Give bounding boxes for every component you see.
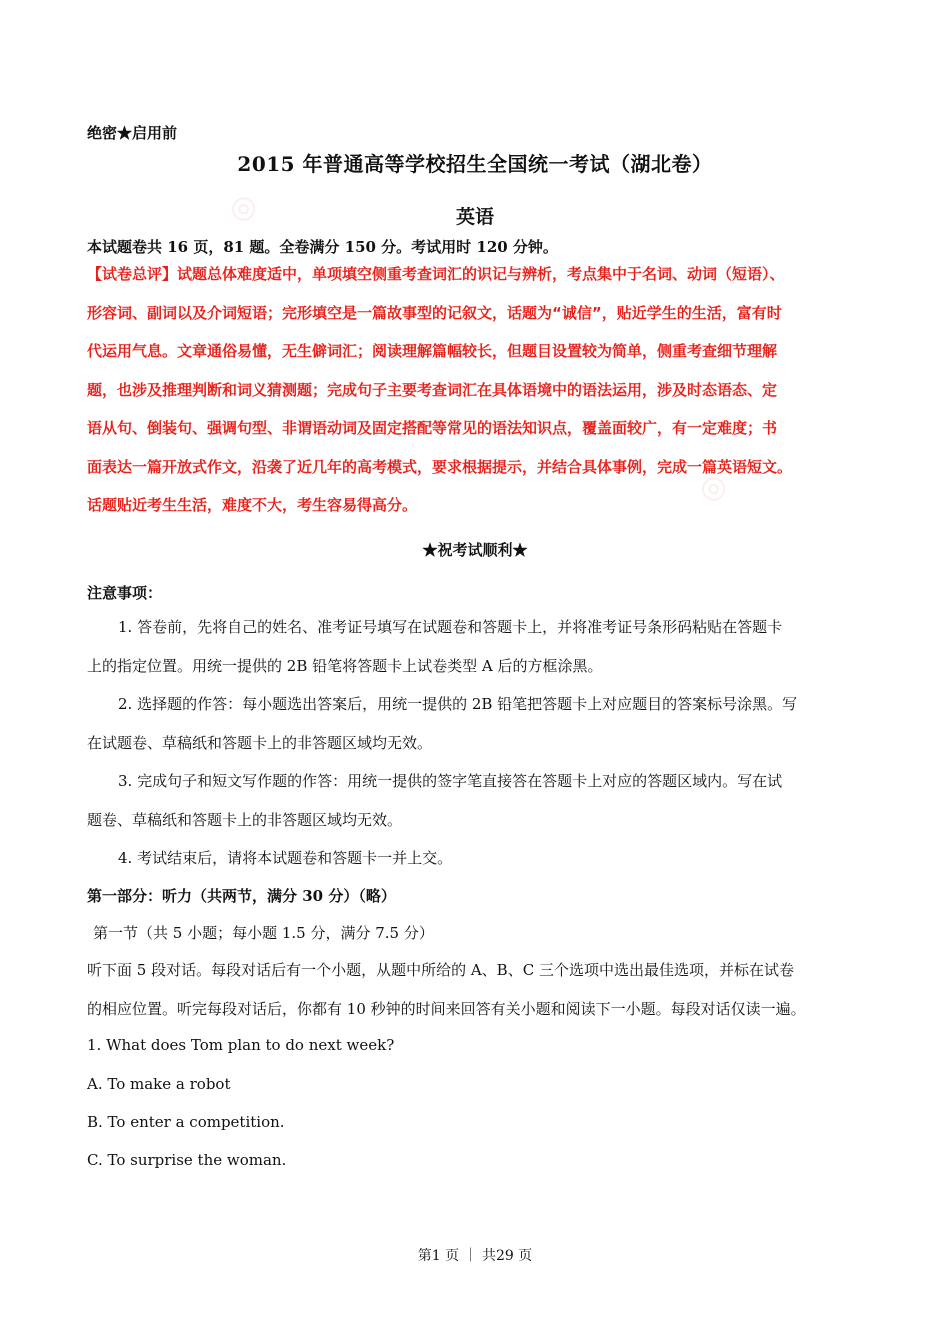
instruction-line: 听下面 5 段对话。每段对话后有一个小题，从题中所给的 A、B、C 三个选项中选出最佳选项，并标在试卷 xyxy=(87,961,794,979)
page-footer: 第1 页 ｜ 共29 页 xyxy=(417,1248,533,1264)
notice-line: 上的指定位置。用统一提供的 2B 铅笔将答题卡上试卷类型 A 后的方框涂黑。 xyxy=(87,656,603,675)
secret-label: 绝密★启用前 xyxy=(87,124,178,142)
notice-line: 题卷、草稿纸和答题卡上的非答题区域均无效。 xyxy=(87,810,403,829)
review-line: 题，也涉及推理判断和词义猜测题；完成句子主要考查词汇在具体语境中的语法运用，涉及时态语态、定 xyxy=(87,380,778,399)
section1-title: 第一节（共 5 小题；每小题 1.5 分，满分 7.5 分） xyxy=(93,924,434,942)
review-line: 语从句、倒装句、强调句型、非谓语动词及固定搭配等常见的语法知识点，覆盖面较广，有一定难度；书 xyxy=(87,419,778,437)
paper-review xyxy=(87,262,867,532)
review-line: 面表达一篇开放式作文，沿袭了近几年的高考模式，要求根据提示，并结合具体事例，完成一篇英语短文。 xyxy=(87,457,793,476)
option-c: C. To surprise the woman. xyxy=(87,1151,287,1169)
exam-title: 2015 年普通高等学校招生全国统一考试（湖北卷） xyxy=(237,152,713,176)
notice-line: 在试题卷、草稿纸和答题卡上的非答题区域均无效。 xyxy=(87,733,433,752)
notice-line: 2. 选择题的作答：每小题选出答案后，用统一提供的 2B 铅笔把答题卡上对应题目的答案标号涂黑。写 xyxy=(118,695,798,713)
watermark-logo: ◎ xyxy=(224,186,262,229)
review-line: 形容词、副词以及介词短语；完形填空是一篇故事型的记叙文，话题为“诚信”，贴近学生的生活，富有时 xyxy=(87,303,782,322)
option-a: A. To make a robot xyxy=(87,1075,231,1093)
subject-title: 英语 xyxy=(455,206,494,228)
notice-line: 4. 考试结束后，请将本试题卷和答题卡一并上交。 xyxy=(118,849,453,867)
review-line: 代运用气息。文章通俗易懂，无生僻词汇；阅读理解篇幅较长，但题目设置较为简单，侧重考查细节理解 xyxy=(87,342,778,360)
review-line: 【试卷总评】试题总体难度适中，单项填空侧重考查词汇的识记与辨析，考点集中于名词、动词（短语）、 xyxy=(87,265,785,283)
notice-line: 1. 答卷前，先将自己的姓名、准考证号填写在试题卷和答题卡上，并将准考证号条形码粘贴在答题卡 xyxy=(118,618,783,636)
watermark-logo: ◎ xyxy=(694,466,732,509)
option-b: B. To enter a competition. xyxy=(87,1113,285,1131)
part1-title: 第一部分：听力（共两节，满分 30 分）（略） xyxy=(87,887,396,905)
question-1: 1. What does Tom plan to do next week? xyxy=(87,1036,395,1054)
notice-line: 3. 完成句子和短文写作题的作答：用统一提供的签字笔直接答在答题卡上对应的答题区域内。写在试 xyxy=(118,772,783,790)
notice-title: 注意事项： xyxy=(87,584,163,602)
good-luck-line: ★祝考试顺利★ xyxy=(422,541,528,559)
exam-info: 本试题卷共 16 页，81 题。全卷满分 150 分。考试用时 120 分钟。 xyxy=(87,238,558,256)
notice-list xyxy=(87,615,867,885)
review-line: 话题贴近考生生活，难度不大，考生容易得高分。 xyxy=(87,496,418,514)
listening-instructions xyxy=(87,958,867,1035)
instruction-line: 的相应位置。听完每段对话后，你都有 10 秒钟的时间来回答有关小题和阅读下一小题。每段对话仅读一遍。 xyxy=(87,999,806,1018)
